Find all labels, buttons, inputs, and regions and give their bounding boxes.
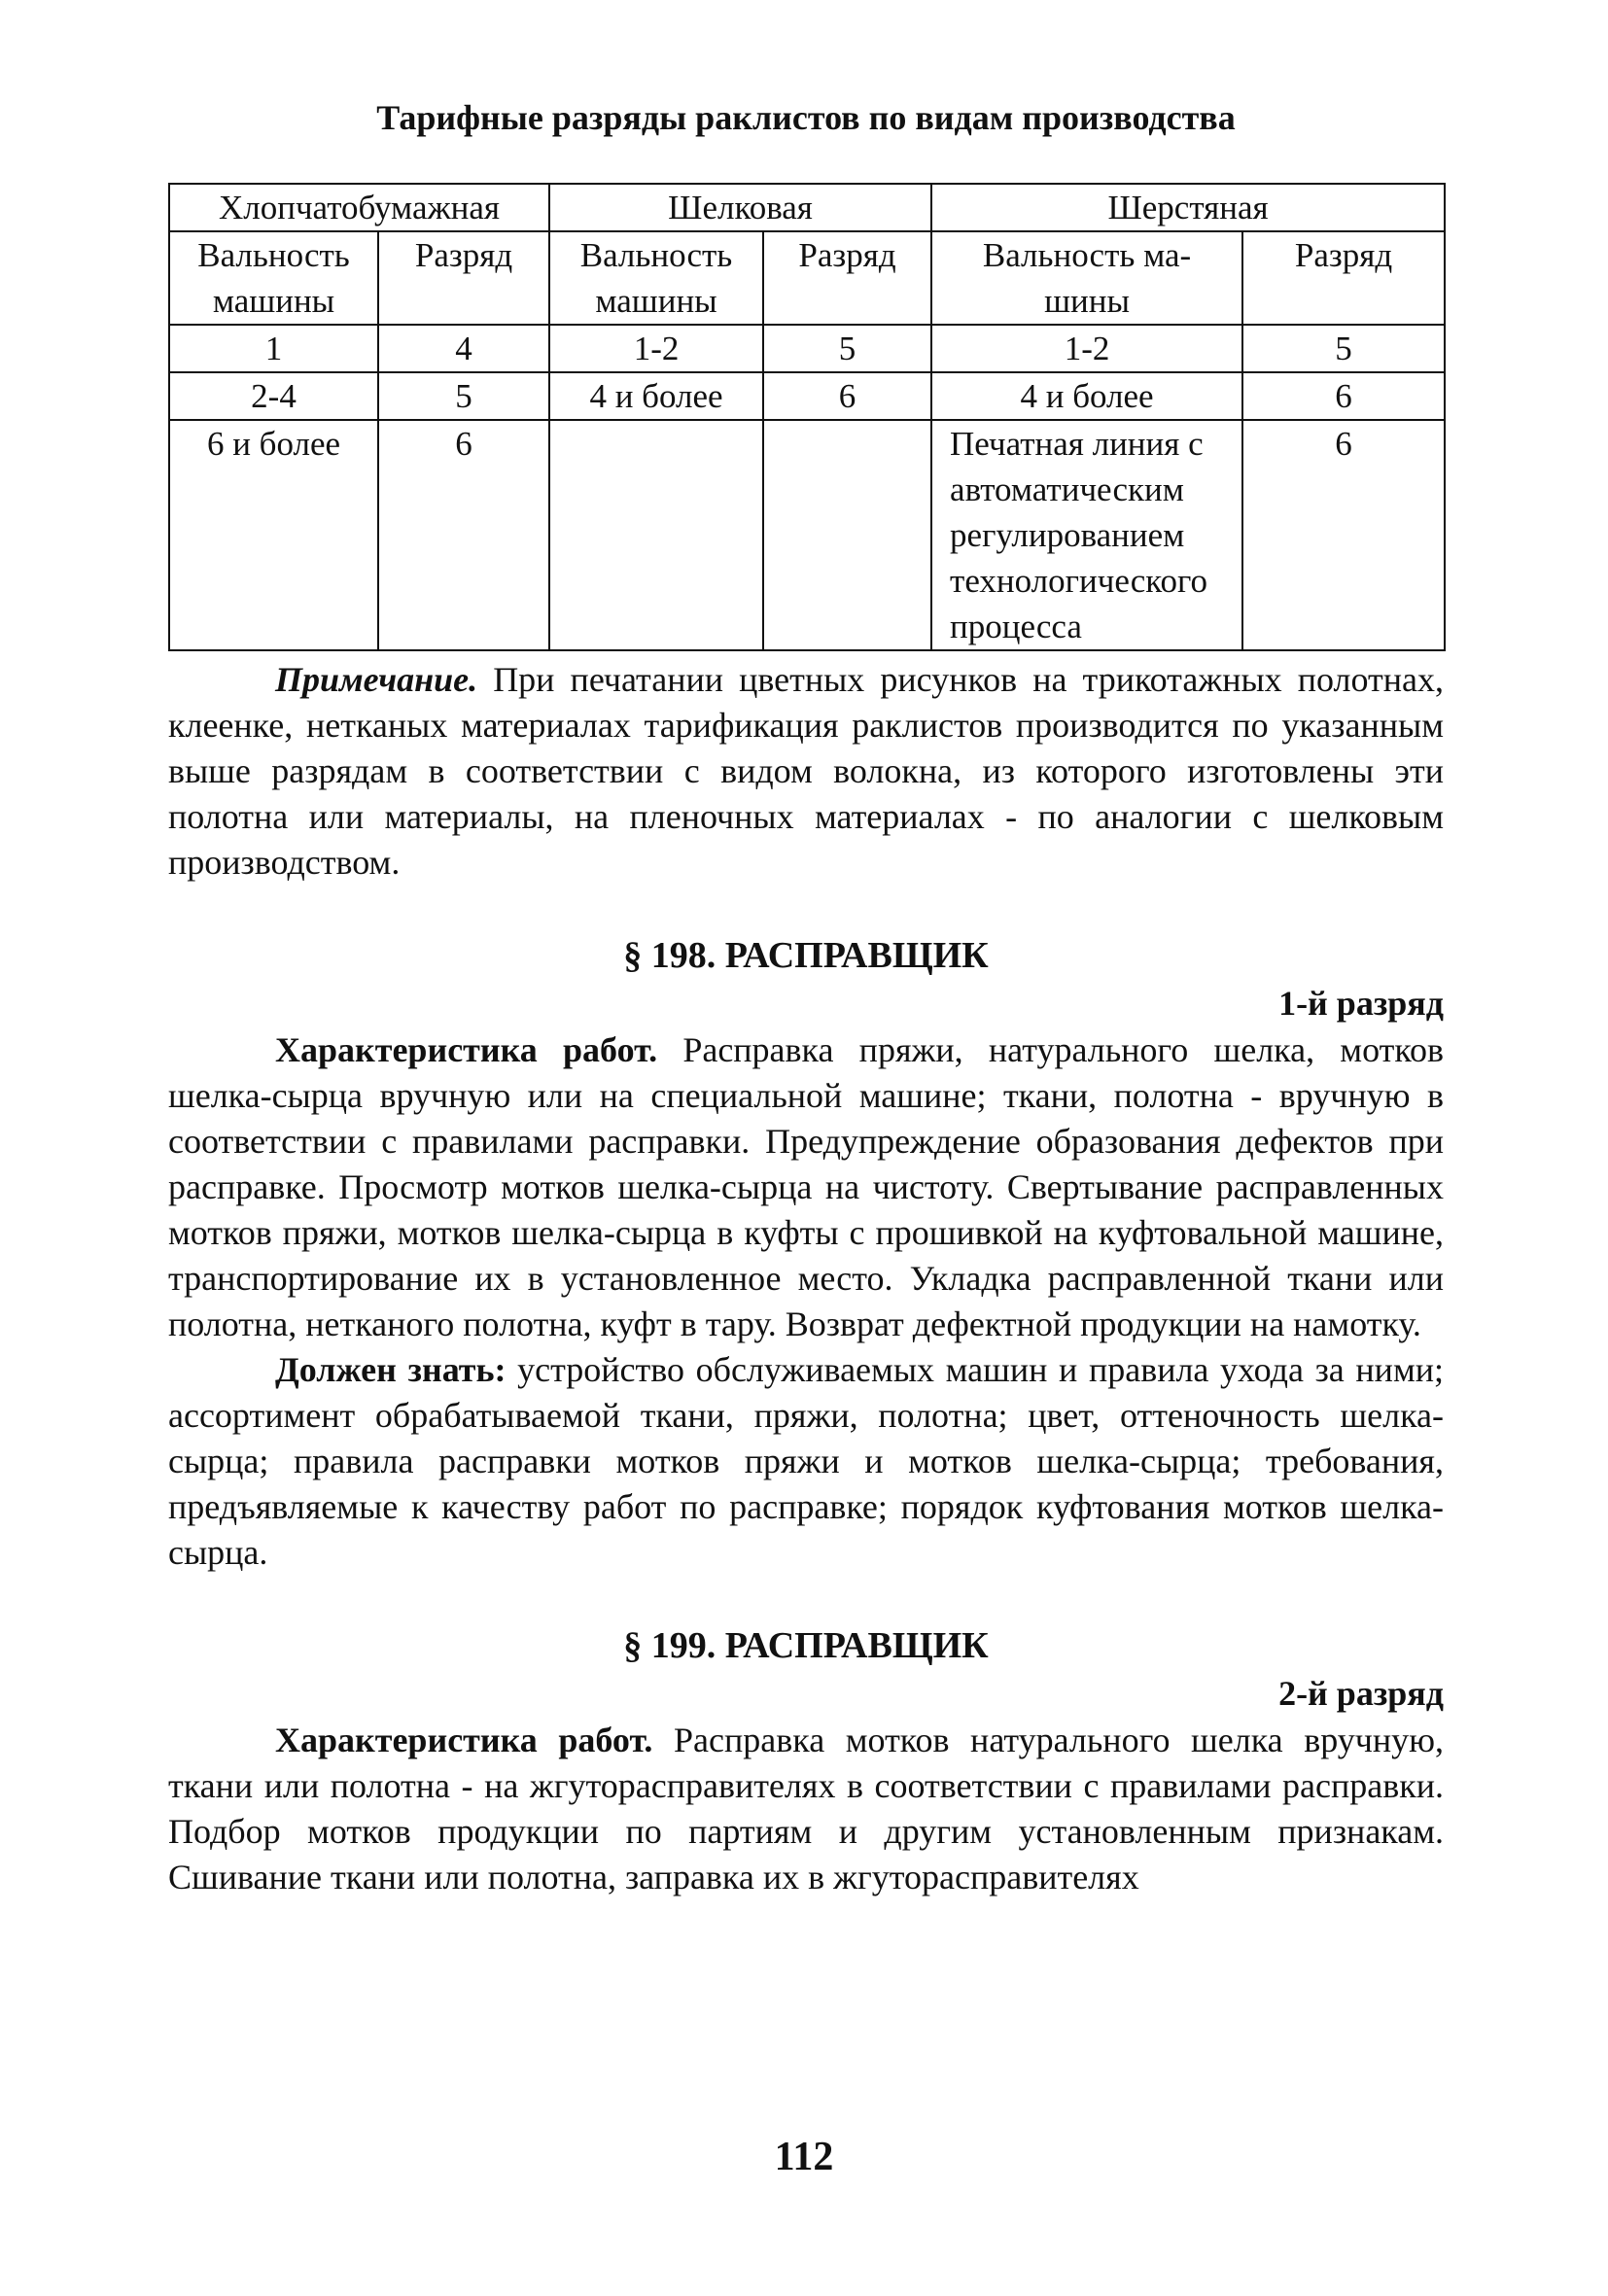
table-cell: 6 [1242, 372, 1445, 420]
subheader-cell: Разряд [1242, 231, 1445, 325]
table-cell: 6 [763, 372, 931, 420]
table-cell: 1 [169, 325, 378, 372]
subheader-cell: Вальность машины [169, 231, 378, 325]
table-cell: 4 [378, 325, 549, 372]
subheader-cell: Вальность ма-шины [931, 231, 1242, 325]
section-title: § 198. РАСПРАВЩИК [623, 935, 989, 976]
table-row [169, 420, 1445, 650]
table-cell: 5 [1242, 325, 1445, 372]
subheader-cell: Разряд [378, 231, 549, 325]
table-cell: 4 и более [931, 372, 1242, 420]
work-description [168, 1718, 1444, 1900]
table-group-header-row [169, 184, 1445, 231]
table-cell [763, 420, 931, 650]
table-cell: 6 [1242, 420, 1445, 650]
page-number: 112 [774, 2135, 834, 2179]
group-header-silk: Шелковая [549, 184, 931, 231]
table-subheader-row [169, 231, 1445, 325]
tariff-table [168, 183, 1446, 651]
page-title: Тарифные разряды раклистов по видам производства [376, 98, 1236, 137]
work-text: Расправка пряжи, натурального шелка, мотков шелка-сырца вручную или на специальной машине; ткани, полотна - вручную в соответствии с правилами расправки. Предупреждение образования дефектов при расправке. Просмотр мотков шелка-сырца на чистоту. Свертывание расправленных мотков пряжи, мотков шелка-сырца в куфты с прошивкой на куфтовальной машине, транспортирование их в установленное место. Укладка расправленной ткани или полотна, нетканого полотна, куфт в тару. Возврат дефектной продукции на намотку. [168, 1030, 1445, 1343]
work-label: Характеристика работ. [275, 1721, 653, 1759]
table-note [168, 657, 1444, 886]
table-cell: 4 и более [549, 372, 763, 420]
table-cell [549, 420, 763, 650]
grade-label: 1-й разряд [1278, 984, 1444, 1023]
group-header-cotton: Хлопчатобумажная [169, 184, 549, 231]
subheader-cell: Разряд [763, 231, 931, 325]
table-cell: 1-2 [549, 325, 763, 372]
work-description [168, 1027, 1444, 1347]
knowledge-description [168, 1347, 1444, 1576]
section-198 [168, 934, 1444, 1576]
table-row [169, 325, 1445, 372]
table-cell: 5 [378, 372, 549, 420]
note-label: Примечание. [275, 660, 478, 699]
table-cell: Печатная линия с автоматическим регулированием технологического процесса [931, 420, 1242, 650]
section-title: § 199. РАСПРАВЩИК [623, 1625, 989, 1666]
group-header-wool: Шерстяная [931, 184, 1445, 231]
table-cell: 1-2 [931, 325, 1242, 372]
table-row [169, 372, 1445, 420]
note-text: При печатании цветных рисунков на трикотажных полотнах, клеенке, нетканых материалах тарификация раклистов производится по указанным выше разрядам в соответствии с видом волокна, из которого изготовлены эти полотна или материалы, на пленочных материалах - по аналогии с шелковым производством. [168, 660, 1445, 882]
table-cell: 6 и более [169, 420, 378, 650]
section-199 [168, 1624, 1444, 1900]
table-cell: 5 [763, 325, 931, 372]
table-cell: 6 [378, 420, 549, 650]
document-page [168, 97, 1444, 1900]
grade-label: 2-й разряд [1278, 1674, 1444, 1713]
know-text: устройство обслуживаемых машин и правила ухода за ними; ассортимент обрабатываемой ткани, пряжи, полотна; цвет, оттеночность шелка-сырца; правила расправки мотков пряжи и мотков шелка-сырца; требования, предъявляемые к качеству работ по расправке; порядок куфтования мотков шелка-сырца. [168, 1350, 1444, 1572]
know-label: Должен знать: [275, 1350, 507, 1389]
subheader-cell: Вальность машины [549, 231, 763, 325]
work-label: Характеристика работ. [275, 1030, 658, 1069]
work-text: Расправка мотков натурального шелка вручную, ткани или полотна - на жгуторасправителях в соответствии с правилами расправки. Подбор мотков продукции по партиям и другим установленным признакам. Сшивание ткани или полотна, заправка их в жгуторасправителях [168, 1721, 1444, 1896]
table-cell: 2-4 [169, 372, 378, 420]
